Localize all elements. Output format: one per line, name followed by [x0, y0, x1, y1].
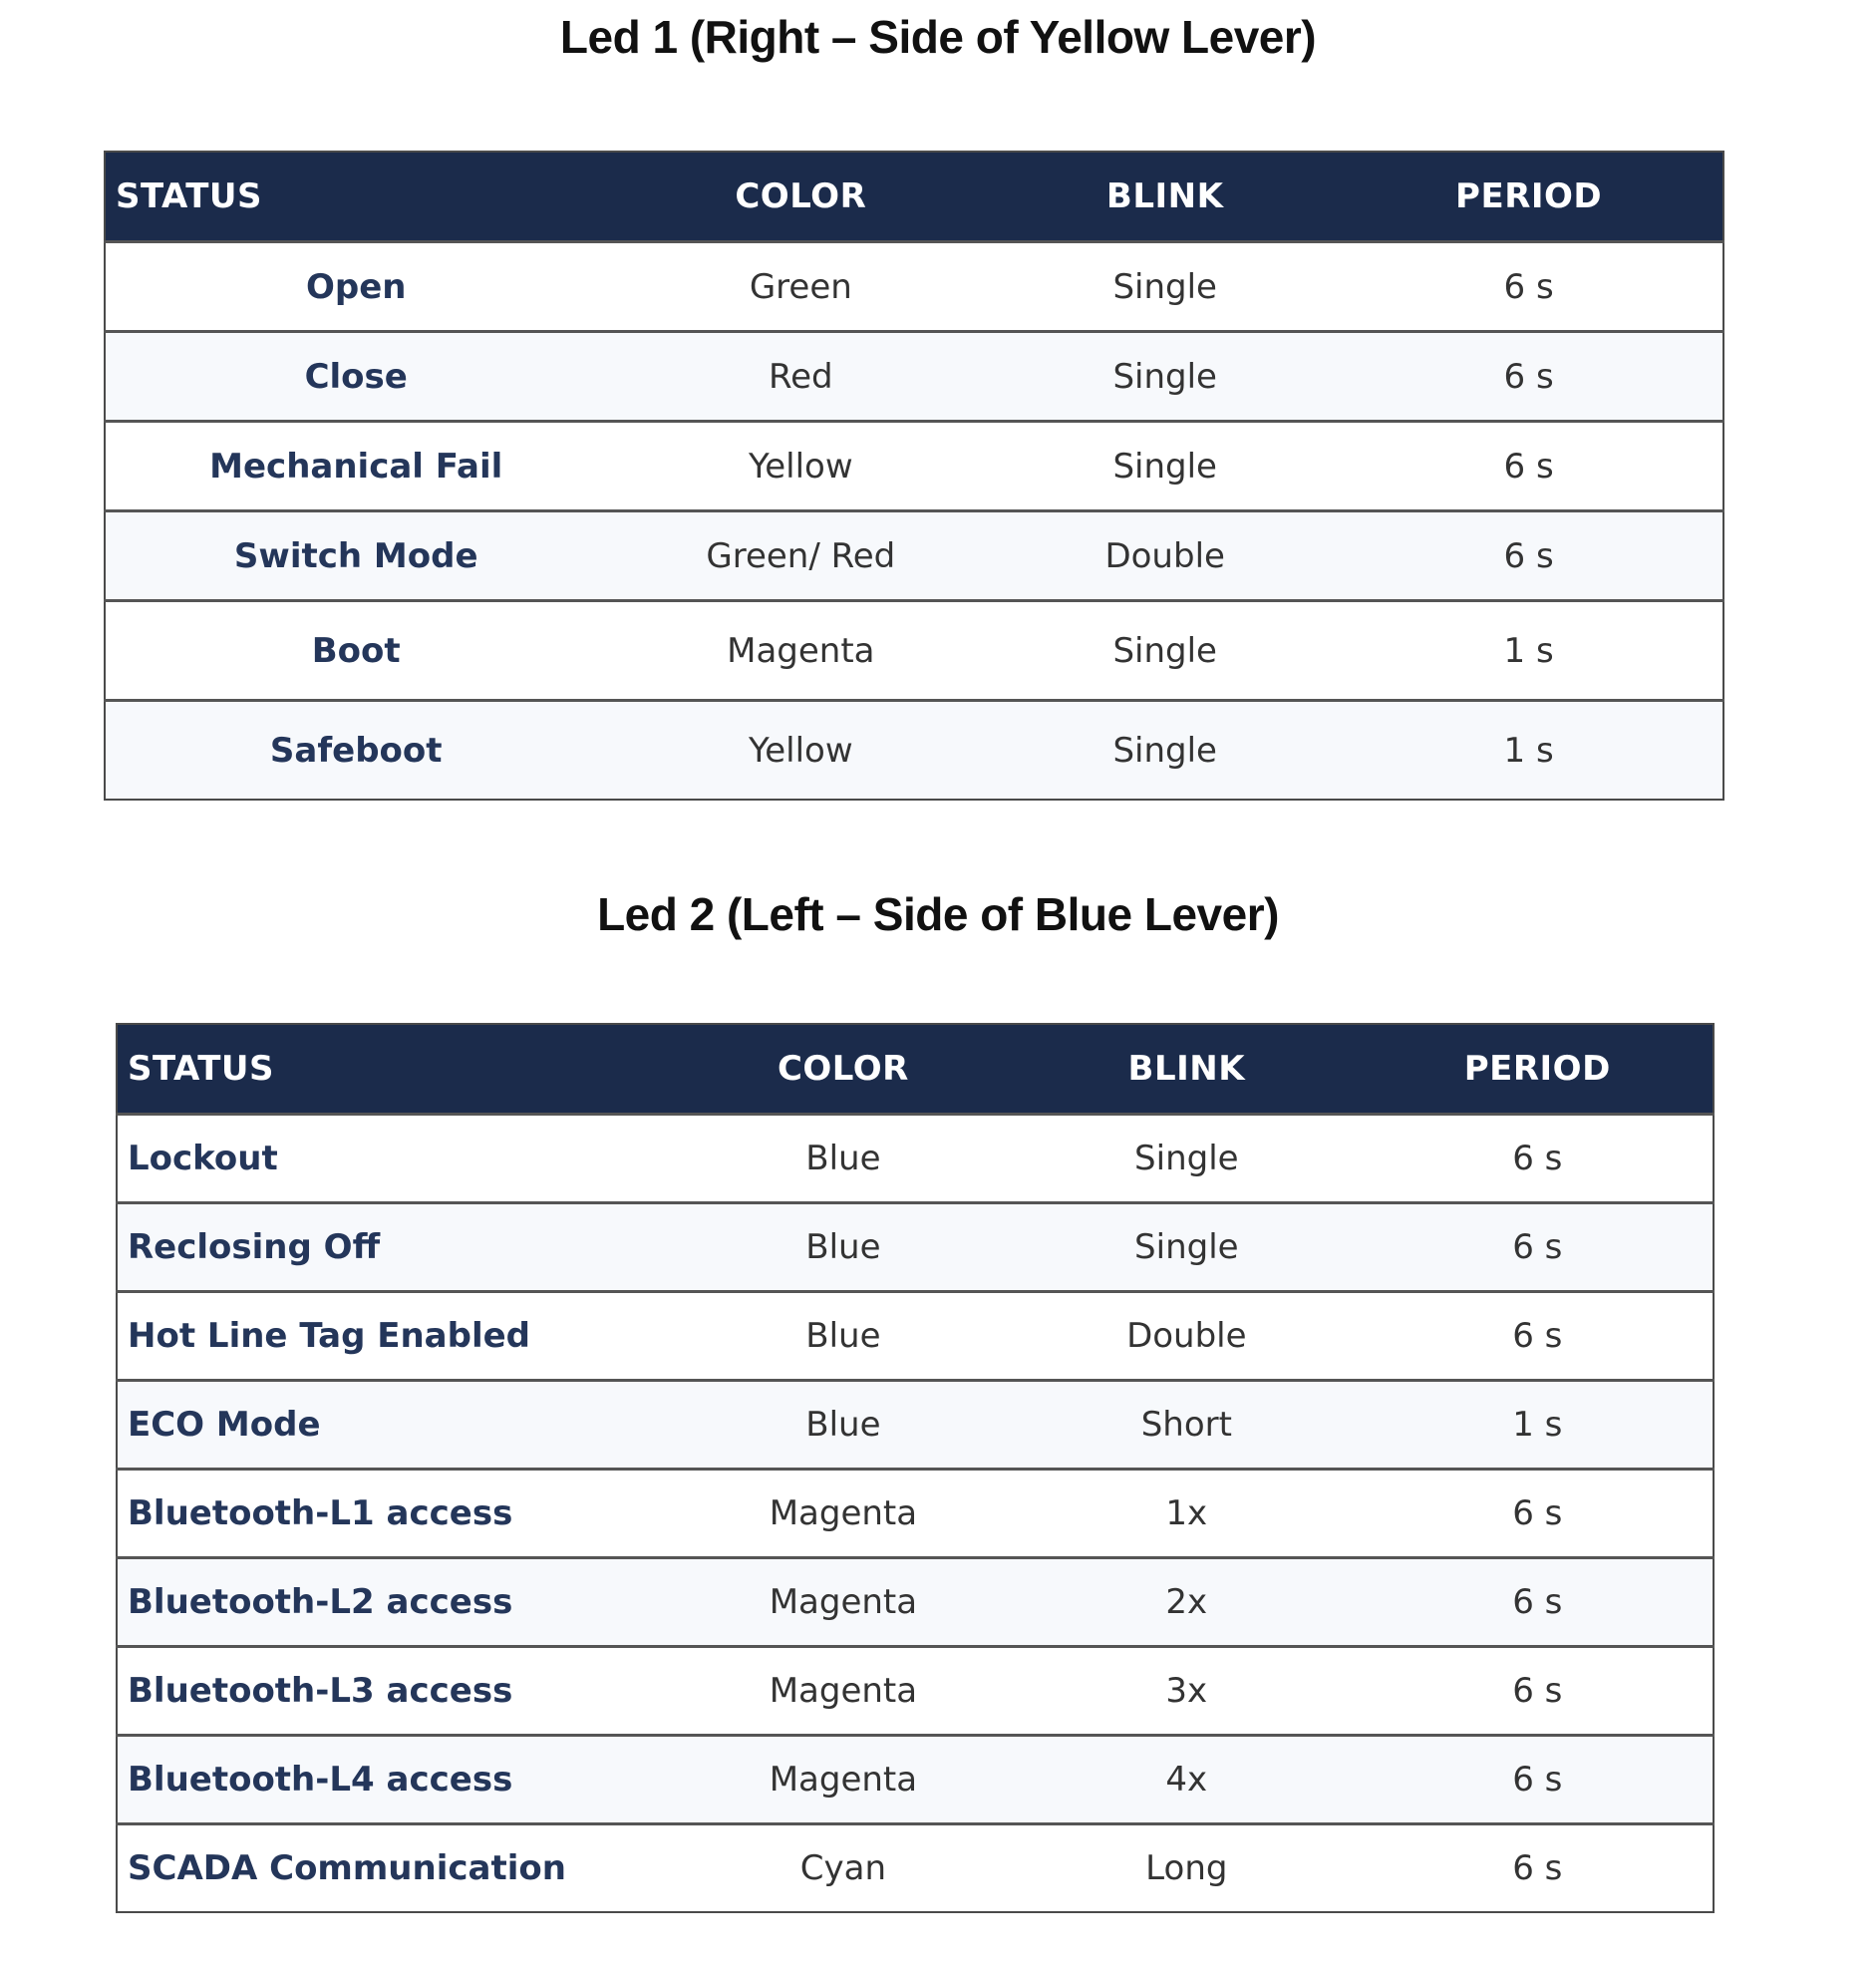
- led2-header-color: COLOR: [777, 1049, 909, 1089]
- blink-cell: Single: [1011, 1203, 1362, 1292]
- led1-header-color: COLOR: [735, 176, 867, 216]
- led1-title: Led 1 (Right – Side of Yellow Lever): [559, 11, 1317, 63]
- status-cell: Bluetooth-L4 access: [117, 1736, 676, 1824]
- table-row: [117, 1115, 1714, 1203]
- period-cell: 1 s: [1335, 601, 1723, 701]
- period-cell: 6 s: [1363, 1470, 1714, 1558]
- status-cell: Mechanical Fail: [105, 422, 606, 511]
- color-cell: Blue: [676, 1292, 1011, 1381]
- blink-cell: Single: [995, 242, 1335, 332]
- table-row: [117, 1736, 1714, 1824]
- color-cell: Blue: [676, 1381, 1011, 1470]
- blink-cell: Single: [1011, 1115, 1362, 1203]
- color-cell: Red: [606, 332, 995, 422]
- status-cell: Bluetooth-L3 access: [117, 1647, 676, 1736]
- blink-cell: 2x: [1011, 1558, 1362, 1647]
- color-cell: Green/ Red: [606, 511, 995, 601]
- table-row: [117, 1647, 1714, 1736]
- table-row: [117, 1558, 1714, 1647]
- blink-cell: 1x: [1011, 1470, 1362, 1558]
- blink-cell: Single: [995, 701, 1335, 801]
- period-cell: 6 s: [1363, 1647, 1714, 1736]
- status-cell: ECO Mode: [117, 1381, 676, 1470]
- period-cell: 6 s: [1335, 511, 1723, 601]
- color-cell: Cyan: [676, 1824, 1011, 1913]
- led1-header-row: [105, 152, 1723, 242]
- table-row: [105, 511, 1723, 601]
- led1-table: [104, 151, 1724, 801]
- period-cell: 6 s: [1335, 332, 1723, 422]
- color-cell: Yellow: [606, 422, 995, 511]
- status-cell: Hot Line Tag Enabled: [117, 1292, 676, 1381]
- led1-header-status: STATUS: [116, 176, 263, 216]
- color-cell: Magenta: [676, 1558, 1011, 1647]
- blink-cell: Long: [1011, 1824, 1362, 1913]
- blink-cell: Double: [1011, 1292, 1362, 1381]
- color-cell: Magenta: [676, 1470, 1011, 1558]
- led2-header-blink: BLINK: [1127, 1049, 1246, 1089]
- status-cell: Lockout: [117, 1115, 676, 1203]
- table-row: [117, 1292, 1714, 1381]
- period-cell: 6 s: [1363, 1824, 1714, 1913]
- status-cell: SCADA Communication: [117, 1824, 676, 1913]
- status-cell: Open: [105, 242, 606, 332]
- blink-cell: Single: [995, 332, 1335, 422]
- color-cell: Magenta: [606, 601, 995, 701]
- period-cell: 6 s: [1335, 422, 1723, 511]
- table-row: [117, 1470, 1714, 1558]
- period-cell: 6 s: [1335, 242, 1723, 332]
- period-cell: 6 s: [1363, 1115, 1714, 1203]
- status-cell: Safeboot: [105, 701, 606, 801]
- color-cell: Magenta: [676, 1736, 1011, 1824]
- table-row: [117, 1203, 1714, 1292]
- led1-header-blink: BLINK: [1105, 176, 1224, 216]
- blink-cell: Single: [995, 422, 1335, 511]
- blink-cell: 3x: [1011, 1647, 1362, 1736]
- blink-cell: Single: [995, 601, 1335, 701]
- color-cell: Green: [606, 242, 995, 332]
- table-row: [105, 422, 1723, 511]
- table-row: [105, 242, 1723, 332]
- status-cell: Reclosing Off: [117, 1203, 676, 1292]
- status-cell: Bluetooth-L2 access: [117, 1558, 676, 1647]
- status-cell: Boot: [105, 601, 606, 701]
- blink-cell: Double: [995, 511, 1335, 601]
- led2-header-status: STATUS: [128, 1049, 275, 1089]
- table-row: [105, 332, 1723, 422]
- period-cell: 6 s: [1363, 1736, 1714, 1824]
- status-cell: Bluetooth-L1 access: [117, 1470, 676, 1558]
- color-cell: Magenta: [676, 1647, 1011, 1736]
- period-cell: 1 s: [1363, 1381, 1714, 1470]
- period-cell: 1 s: [1335, 701, 1723, 801]
- table-row: [105, 701, 1723, 801]
- color-cell: Blue: [676, 1115, 1011, 1203]
- blink-cell: Short: [1011, 1381, 1362, 1470]
- status-cell: Switch Mode: [105, 511, 606, 601]
- led1-header-period: PERIOD: [1455, 176, 1603, 216]
- led2-title: Led 2 (Left – Side of Blue Lever): [597, 888, 1279, 940]
- table-row: [105, 601, 1723, 701]
- period-cell: 6 s: [1363, 1558, 1714, 1647]
- period-cell: 6 s: [1363, 1203, 1714, 1292]
- table-row: [117, 1824, 1714, 1913]
- blink-cell: 4x: [1011, 1736, 1362, 1824]
- led2-header-row: [117, 1024, 1714, 1115]
- status-cell: Close: [105, 332, 606, 422]
- table-row: [117, 1381, 1714, 1470]
- led2-header-period: PERIOD: [1463, 1049, 1611, 1089]
- color-cell: Blue: [676, 1203, 1011, 1292]
- period-cell: 6 s: [1363, 1292, 1714, 1381]
- led2-table: [116, 1023, 1715, 1913]
- color-cell: Yellow: [606, 701, 995, 801]
